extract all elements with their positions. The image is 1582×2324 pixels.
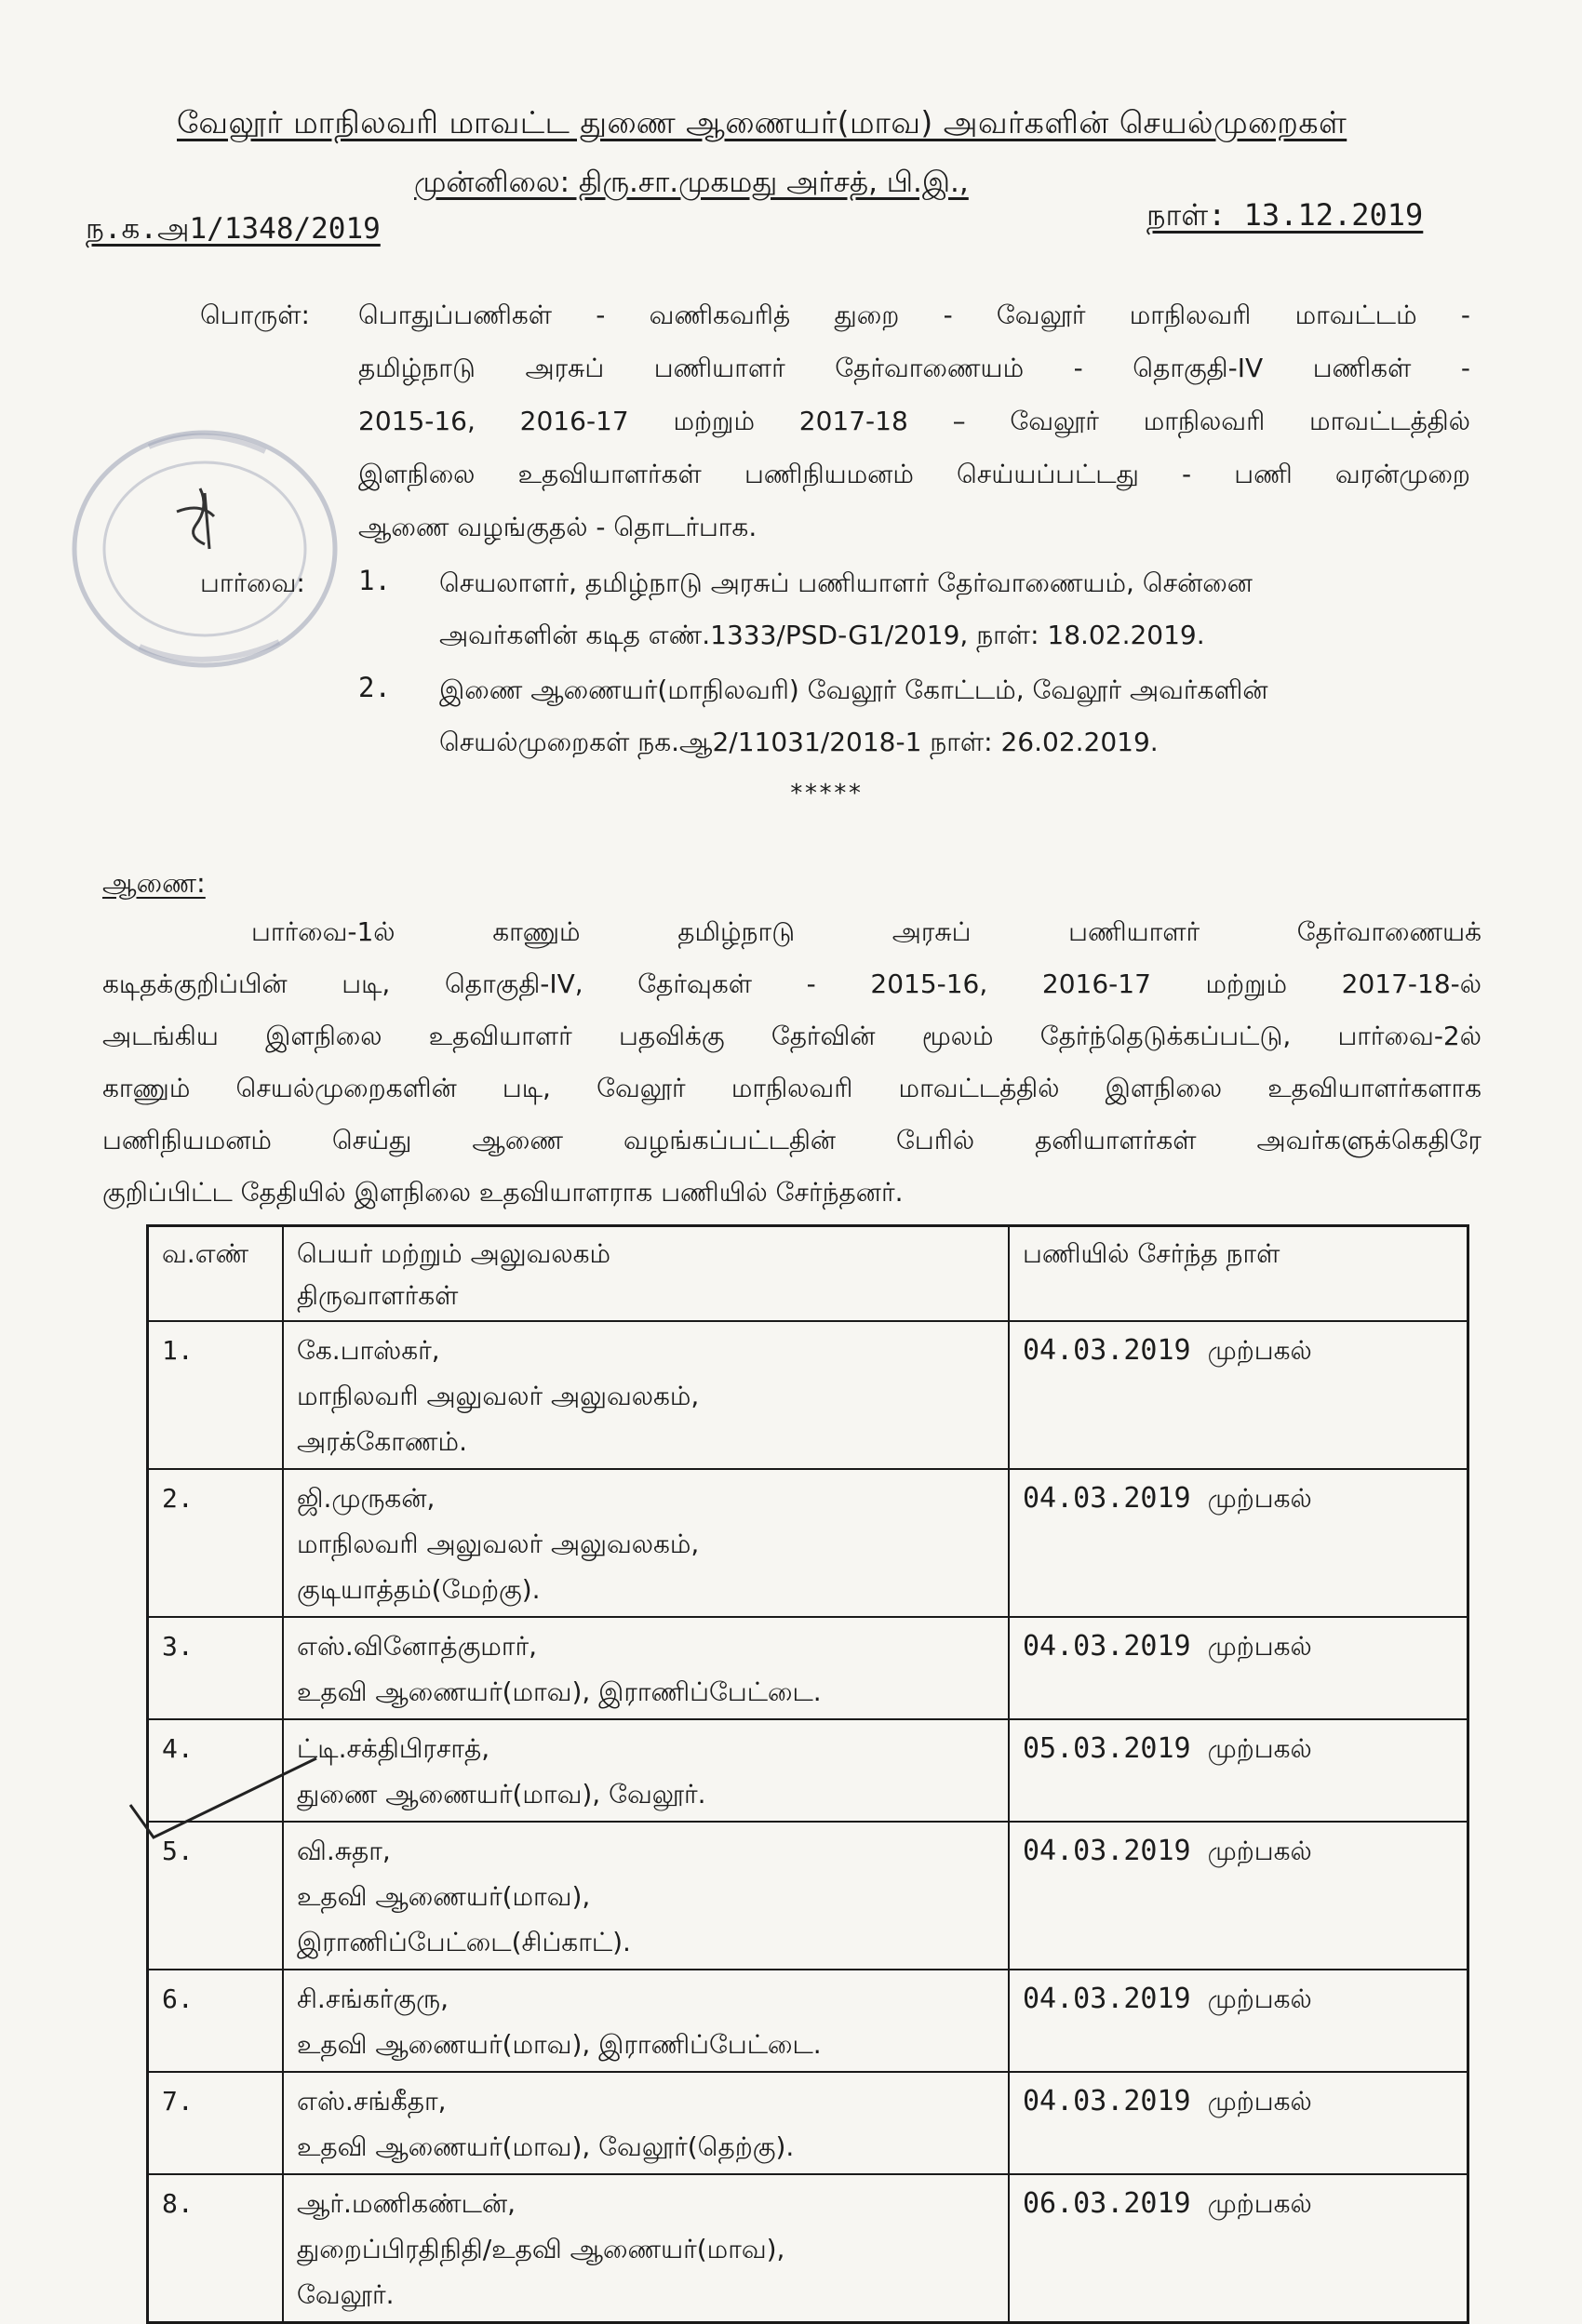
subject-line: 2015-16, 2016-17 மற்றும் 2017-18 – வேலூர் மாநிலவரி மாவட்டத்தில் [358,406,1470,436]
name-office-line: உதவி ஆணையர்(மாவ), இராணிப்பேட்டை. [297,1676,822,1707]
row-sno: 8. [148,2174,284,2323]
table-row [148,1822,1468,1970]
row-name-office [283,1617,1009,1719]
table-header-row [148,1226,1468,1322]
row-name-office [283,1321,1009,1469]
joined-session: முற்பகல் [1207,1483,1312,1514]
row-sno: 3. [148,1617,284,1719]
joined-date: 04.03.2019 [1023,1334,1191,1367]
joined-session: முற்பகல் [1207,1733,1312,1764]
table-row [148,2174,1468,2323]
table-row [148,1321,1468,1469]
row-sno: 4. [148,1719,284,1822]
name-office-line: இராணிப்பேட்டை(சிப்காட்). [297,1927,631,1957]
joined-session: முற்பகல் [1207,1335,1312,1366]
table-row [148,1970,1468,2072]
table-row [148,1719,1468,1822]
row-joined [1009,1970,1468,2072]
row-joined [1009,1321,1468,1469]
subject-line: தமிழ்நாடு அரசுப் பணியாளர் தேர்வாணையம் - தொகுதி-IV பணிகள் - [358,353,1470,383]
order-paragraph-line: பார்வை-1ல் காணும் தமிழ்நாடு அரசுப் பணியாளர் தேர்வாணையக் [251,916,1481,947]
column-header-sno: வ.எண் [148,1226,284,1322]
section-separator: ***** [789,780,863,808]
table-row [148,2072,1468,2174]
order-paragraph-line: காணும் செயல்முறைகளின் படி, வேலூர் மாநிலவரி மாவட்டத்தில் இளநிலை உதவியாளர்களாக [102,1073,1481,1103]
row-name-office [283,1970,1009,2072]
order-heading: ஆணை: [102,867,206,899]
subject-line: இளநிலை உதவியாளர்கள் பணிநியமனம் செய்யப்பட்டது - பணி வரன்முறை [358,459,1470,489]
reference-number: ந.க.அ1/1348/2019 [86,212,381,246]
staff-joining-table [146,1224,1469,2324]
name-office-line: எஸ்.சங்கீதா, [297,2086,447,2117]
joined-date: 04.03.2019 [1023,1630,1191,1663]
column-header-name-line: திருவாளர்கள் [297,1280,459,1311]
column-header-joined: பணியில் சேர்ந்த நாள் [1009,1226,1468,1322]
row-name-office [283,2072,1009,2174]
name-office-line: ஜி.முருகன், [297,1483,436,1514]
reference-item-line: செயல்முறைகள் நக.ஆ2/11031/2018-1 நாள்: 26.02.2019. [439,727,1159,757]
name-office-line: கே.பாஸ்கர், [297,1335,440,1366]
office-seal-stamp [37,409,372,716]
joined-date: 04.03.2019 [1023,2085,1191,2117]
row-name-office [283,1719,1009,1822]
name-office-line: உதவி ஆணையர்(மாவ), இராணிப்பேட்டை. [297,2029,822,2060]
joined-session: முற்பகல் [1207,2188,1312,2219]
joined-date: 06.03.2019 [1023,2187,1191,2220]
joined-date: 04.03.2019 [1023,1835,1191,1867]
row-joined [1009,1617,1468,1719]
row-joined [1009,2072,1468,2174]
name-office-line: வேலூர். [297,2279,395,2310]
name-office-line: சி.சங்கர்குரு, [297,1983,449,2014]
reference-item-number: 2. [358,672,391,703]
joined-session: முற்பகல் [1207,1983,1312,2014]
table-row [148,1469,1468,1617]
column-header-name-line: பெயர் மற்றும் அலுவலகம் [297,1238,611,1269]
name-office-line: உதவி ஆணையர்(மாவ), வேலூர்(தெற்கு). [297,2131,795,2162]
joined-date: 05.03.2019 [1023,1732,1191,1765]
row-name-office [283,2174,1009,2323]
order-date: நாள்: 13.12.2019 [1146,197,1424,233]
joined-session: முற்பகல் [1207,1631,1312,1662]
name-office-line: உதவி ஆணையர்(மாவ), [297,1881,591,1912]
handwritten-tick-mark [121,1749,335,1851]
row-sno: 5. [148,1822,284,1970]
name-office-line: ட்டி.சக்திபிரசாத், [297,1733,490,1764]
joined-date: 04.03.2019 [1023,1983,1191,2015]
name-office-line: துறைப்பிரதிநிதி/உதவி ஆணையர்(மாவ), [297,2234,785,2264]
row-sno: 7. [148,2072,284,2174]
subject-line: பொதுப்பணிகள் - வணிகவரித் துறை - வேலூர் மாநிலவரி மாவட்டம் - [358,300,1470,330]
order-paragraph-line: கடிதக்குறிப்பின் படி, தொகுதி-IV, தேர்வுகள் - 2015-16, 2016-17 மற்றும் 2017-18-ல் [102,968,1481,999]
name-office-line: துணை ஆணையர்(மாவ), வேலூர். [297,1779,706,1810]
name-office-line: எஸ்.வினோத்குமார், [297,1631,537,1662]
name-office-line: ஆர்.மணிகண்டன், [297,2188,516,2219]
reference-item-number: 1. [358,565,391,596]
row-joined [1009,1822,1468,1970]
row-joined [1009,2174,1468,2323]
name-office-line: குடியாத்தம்(மேற்கு). [297,1574,541,1605]
subject-label: பொருள்: [200,300,310,330]
order-paragraph-line: குறிப்பிட்ட தேதியில் இளநிலை உதவியாளராக பணியில் சேர்ந்தனர். [102,1177,904,1208]
row-joined [1009,1469,1468,1617]
table-row [148,1617,1468,1719]
name-office-line: மாநிலவரி அலுவலர் அலுவலகம், [297,1529,700,1559]
presence-line: முன்னிலை: திரு.சா.முகமது அர்சத், பி.இ., [414,166,969,199]
row-sno: 2. [148,1469,284,1617]
reference-item-line: செயலாளர், தமிழ்நாடு அரசுப் பணியாளர் தேர்வாணையம், சென்னை [439,568,1253,598]
row-name-office [283,1822,1009,1970]
name-office-line: அரக்கோணம். [297,1426,467,1457]
document-title: வேலூர் மாநிலவரி மாவட்ட துணை ஆணையர்(மாவ) அவர்களின் செயல்முறைகள் [177,104,1347,140]
order-paragraph-line: அடங்கிய இளநிலை உதவியாளர் பதவிக்கு தேர்வின் மூலம் தேர்ந்தெடுக்கப்பட்டு, பார்வை-2ல் [102,1021,1481,1051]
row-sno: 1. [148,1321,284,1469]
subject-line: ஆணை வழங்குதல் - தொடர்பாக. [358,512,757,542]
joined-date: 04.03.2019 [1023,1482,1191,1515]
reference-label: பார்வை: [200,568,305,598]
order-paragraph-line: பணிநியமனம் செய்து ஆணை வழங்கப்பட்டதின் பேரில் தனியாளர்கள் அவர்களுக்கெதிரே [102,1125,1481,1155]
column-header-name [283,1226,1009,1322]
row-sno: 6. [148,1970,284,2072]
joined-session: முற்பகல் [1207,2086,1312,2117]
row-joined [1009,1719,1468,1822]
row-name-office [283,1469,1009,1617]
reference-item-line: அவர்களின் கடித எண்.1333/PSD-G1/2019, நாள்: 18.02.2019. [439,620,1205,650]
joined-session: முற்பகல் [1207,1836,1312,1866]
name-office-line: மாநிலவரி அலுவலர் அலுவலகம், [297,1381,700,1411]
name-office-line: வி.சுதா, [297,1836,391,1866]
reference-item-line: இணை ஆணையர்(மாநிலவரி) வேலூர் கோட்டம், வேலூர் அவர்களின் [439,674,1268,705]
